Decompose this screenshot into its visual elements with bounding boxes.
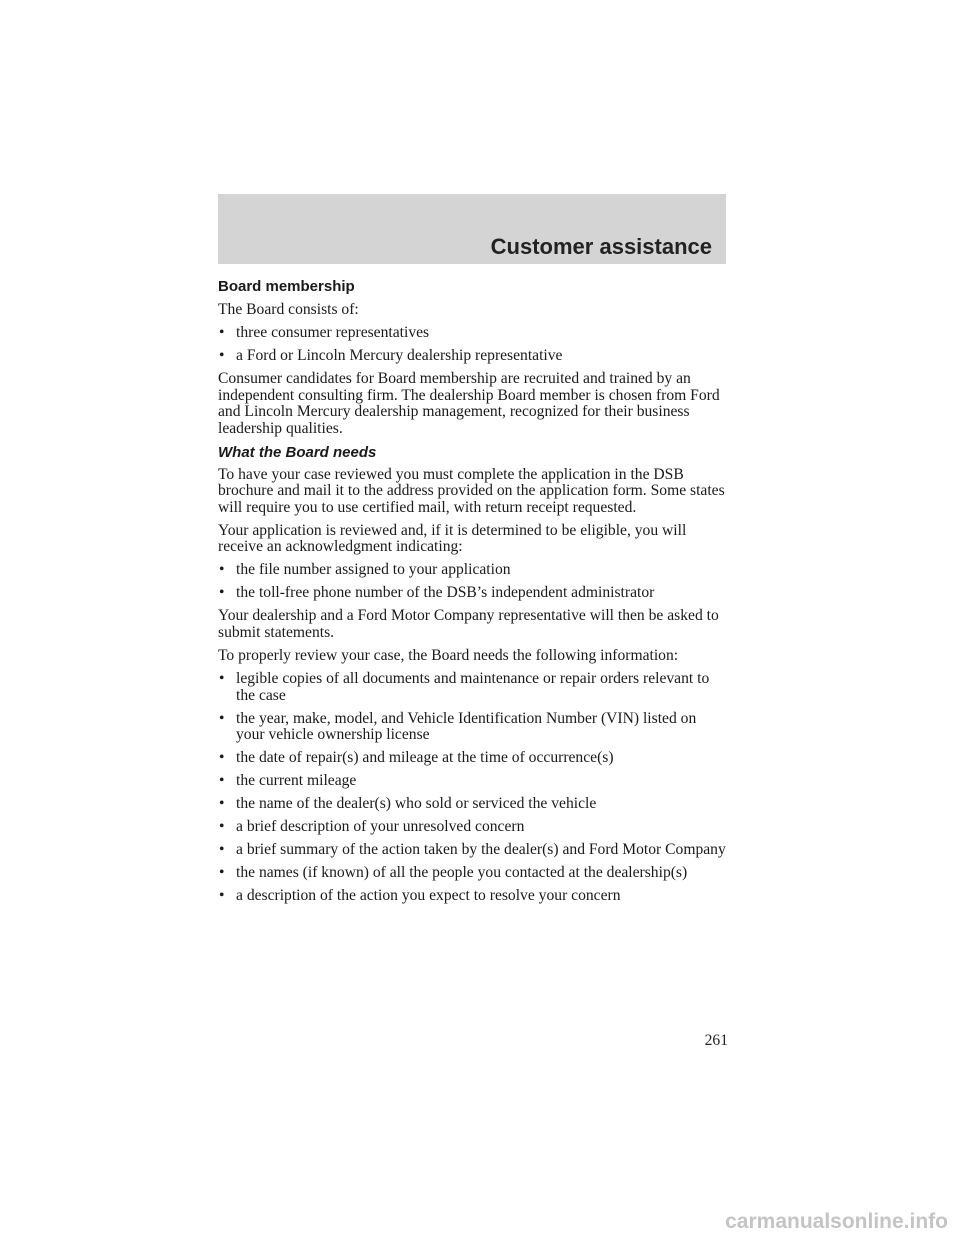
watermark[interactable]: carmanualsonline.info bbox=[725, 1210, 948, 1233]
page-content bbox=[218, 278, 728, 911]
list-item: • three consumer representatives bbox=[219, 323, 430, 341]
information-intro-paragraph: To properly review your case, the Board needs the following information: bbox=[218, 647, 679, 665]
bullet-icon: • bbox=[219, 818, 225, 836]
bullet-icon: • bbox=[219, 346, 225, 364]
list-item: • a description of the action you expect to resolve your concern bbox=[219, 887, 621, 905]
bullet-icon: • bbox=[219, 670, 225, 687]
bullet-icon: • bbox=[219, 584, 225, 602]
statements-paragraph: Your dealership and a Ford Motor Company representative will then be asked to submit statements. bbox=[218, 607, 719, 642]
bullet-icon: • bbox=[219, 709, 225, 727]
bullet-icon: • bbox=[219, 561, 225, 579]
board-membership-heading: Board membership bbox=[218, 278, 355, 295]
page-number: 261 bbox=[704, 1032, 728, 1049]
required-information-list bbox=[218, 671, 728, 905]
list-item: • a Ford or Lincoln Mercury dealership representative bbox=[219, 346, 563, 364]
bullet-icon: • bbox=[219, 864, 225, 882]
board-needs-heading: What the Board needs bbox=[218, 443, 377, 461]
acknowledgment-list bbox=[218, 562, 728, 602]
list-item: • the date of repair(s) and mileage at the time of occurrence(s) bbox=[219, 749, 614, 767]
list-item: • the toll-free phone number of the DSB’s independent administrator bbox=[219, 584, 655, 602]
bullet-icon: • bbox=[219, 887, 225, 905]
list-item: • the current mileage bbox=[219, 772, 357, 790]
board-consists-intro: The Board consists of: bbox=[218, 301, 359, 318]
list-item: • a brief description of your unresolved concern bbox=[219, 818, 525, 836]
list-item: • a brief summary of the action taken by the dealer(s) and Ford Motor Company bbox=[219, 841, 726, 859]
bullet-icon: • bbox=[219, 323, 225, 341]
section-header-band bbox=[218, 194, 726, 264]
bullet-icon: • bbox=[219, 795, 225, 813]
bullet-icon: • bbox=[219, 841, 225, 859]
list-item: • the year, make, model, and Vehicle Identification Number (VIN) listed on your vehicle ownership license bbox=[219, 709, 697, 744]
board-members-list bbox=[218, 325, 728, 365]
list-item: • the names (if known) of all the people you contacted at the dealership(s) bbox=[219, 864, 688, 882]
bullet-icon: • bbox=[219, 772, 225, 790]
acknowledgment-paragraph: Your application is reviewed and, if it is determined to be eligible, you will receive an acknowledgment indicating: bbox=[218, 521, 687, 556]
application-paragraph: To have your case reviewed you must complete the application in the DSB brochure and mail it to the address provided on the application form. Some states will require you to use certified mail, with return receipt requested. bbox=[218, 465, 725, 516]
list-item: • the name of the dealer(s) who sold or serviced the vehicle bbox=[219, 795, 597, 813]
bullet-icon: • bbox=[219, 749, 225, 767]
candidates-paragraph: Consumer candidates for Board membership are recruited and trained by an independent consulting firm. The dealership Board member is chosen from Ford and Lincoln Mercury dealership management, recognized for their business leadership qualities. bbox=[218, 369, 720, 437]
list-item: • legible copies of all documents and maintenance or repair orders relevant to the case bbox=[219, 670, 710, 704]
section-title: Customer assistance bbox=[490, 234, 712, 259]
list-item: • the file number assigned to your application bbox=[219, 561, 511, 579]
